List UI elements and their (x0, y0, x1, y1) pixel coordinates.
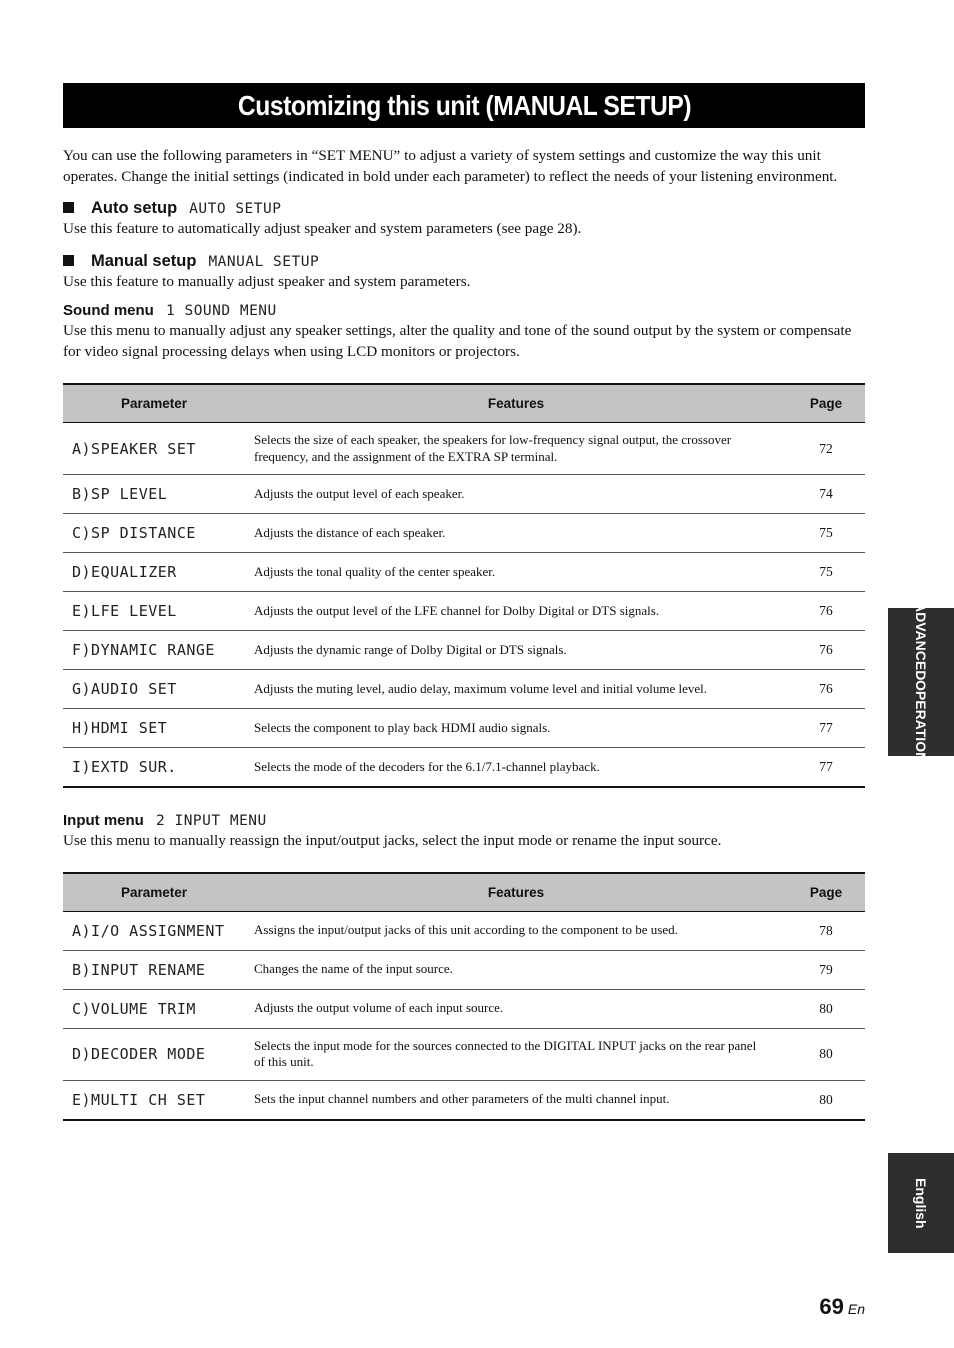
sound-menu-heading (63, 302, 865, 319)
page-cell: 76 (787, 592, 865, 631)
input-menu-table (63, 872, 865, 1121)
page-cell: 77 (787, 748, 865, 788)
intro-paragraph: You can use the following parameters in “SET MENU” to adjust a variety of system settings and customize the way this unit operates. Change the initial settings (indicated in bold under each parameter) to reflect the needs of your listening environment. (63, 147, 838, 185)
table-row (63, 1080, 865, 1120)
table-row (63, 748, 865, 788)
parameter-cell: A)I/O ASSIGNMENT (63, 911, 245, 950)
header-parameter: Parameter (63, 873, 245, 912)
page-cell: 78 (787, 911, 865, 950)
input-menu-lcd-label: 2 INPUT MENU (156, 813, 267, 829)
language-tab-label: English (913, 1177, 929, 1229)
page-lang-suffix: En (847, 1301, 865, 1317)
feature-cell: Adjusts the dynamic range of Dolby Digital or DTS signals. (245, 631, 787, 670)
input-menu-text: Use this menu to manually reassign the input/output jacks, select the input mode or rename the input source. (63, 832, 722, 849)
feature-cell: Adjusts the distance of each speaker. (245, 514, 787, 553)
manual-setup-heading (63, 252, 865, 271)
feature-cell: Adjusts the muting level, audio delay, maximum volume level and initial volume level. (245, 670, 787, 709)
auto-setup-title: Auto setup (91, 199, 178, 217)
page-title: Customizing this unit (MANUAL SETUP) (237, 89, 691, 121)
feature-cell: Selects the size of each speaker, the speakers for low-frequency signal output, the crossover frequency, and the assignment of the EXTRA SP terminal. (245, 423, 787, 475)
parameter-cell: D)DECODER MODE (63, 1028, 245, 1080)
header-features: Features (245, 384, 787, 423)
section-side-tab-text (888, 601, 954, 763)
page-cell: 75 (787, 553, 865, 592)
table-row (63, 989, 865, 1028)
parameter-cell: C)SP DISTANCE (63, 514, 245, 553)
header-features: Features (245, 873, 787, 912)
table-row (63, 423, 865, 475)
sound-menu-table (63, 383, 865, 788)
auto-setup-text: Use this feature to automatically adjust speaker and system parameters (see page 28). (63, 220, 582, 237)
header-parameter: Parameter (63, 384, 245, 423)
table-header-row (63, 873, 865, 912)
feature-cell: Adjusts the output volume of each input source. (245, 989, 787, 1028)
parameter-cell: H)HDMI SET (63, 709, 245, 748)
feature-cell: Changes the name of the input source. (245, 950, 787, 989)
section-tab-line1: ADVANCED (913, 601, 929, 681)
page-cell: 80 (787, 1080, 865, 1120)
table-row (63, 475, 865, 514)
parameter-cell: B)INPUT RENAME (63, 950, 245, 989)
input-menu-heading (63, 812, 865, 829)
parameter-cell: A)SPEAKER SET (63, 423, 245, 475)
table-row (63, 709, 865, 748)
auto-setup-lcd-label: AUTO SETUP (189, 201, 282, 217)
parameter-cell: D)EQUALIZER (63, 553, 245, 592)
main-content (63, 146, 865, 1121)
square-bullet-icon (63, 255, 74, 266)
section-tab-line2: OPERATION (913, 680, 929, 763)
table-row (63, 553, 865, 592)
page-cell: 76 (787, 670, 865, 709)
manual-setup-lcd-label: MANUAL SETUP (208, 253, 320, 270)
page-cell: 75 (787, 514, 865, 553)
page-number (819, 1294, 865, 1320)
language-side-tab (888, 1153, 954, 1253)
page-cell: 80 (787, 989, 865, 1028)
page-cell: 74 (787, 475, 865, 514)
feature-cell: Adjusts the output level of each speaker. (245, 475, 787, 514)
parameter-cell: I)EXTD SUR. (63, 748, 245, 788)
manual-setup-title: Manual setup (91, 251, 197, 270)
sound-menu-title: Sound menu (63, 302, 154, 319)
page-cell: 72 (787, 423, 865, 475)
page-cell: 77 (787, 709, 865, 748)
table-row (63, 911, 865, 950)
feature-cell: Selects the mode of the decoders for the 6.1/7.1-channel playback. (245, 748, 787, 788)
header-page: Page (787, 873, 865, 912)
parameter-cell: B)SP LEVEL (63, 475, 245, 514)
sound-menu-text: Use this menu to manually adjust any speaker settings, alter the quality and tone of the sound output by the system or compensate for video signal processing delays when using LCD monitors or projectors. (63, 322, 852, 360)
square-bullet-icon (63, 202, 74, 213)
parameter-cell: G)AUDIO SET (63, 670, 245, 709)
feature-cell: Selects the input mode for the sources connected to the DIGITAL INPUT jacks on the rear panel of this unit. (245, 1028, 787, 1080)
sound-menu-lcd-label: 1 SOUND MENU (166, 303, 277, 319)
table-row (63, 631, 865, 670)
table-row (63, 592, 865, 631)
manual-setup-text: Use this feature to manually adjust speaker and system parameters. (63, 272, 471, 290)
page-number-value: 69 (819, 1294, 844, 1319)
table-row (63, 514, 865, 553)
header-page: Page (787, 384, 865, 423)
parameter-cell: E)MULTI CH SET (63, 1080, 245, 1120)
table-row (63, 1028, 865, 1080)
page-cell: 79 (787, 950, 865, 989)
language-side-tab-text (888, 1153, 954, 1253)
parameter-cell: F)DYNAMIC RANGE (63, 631, 245, 670)
feature-cell: Assigns the input/output jacks of this unit according to the component to be used. (245, 911, 787, 950)
feature-cell: Sets the input channel numbers and other parameters of the multi channel input. (245, 1080, 787, 1120)
input-menu-title: Input menu (63, 812, 144, 829)
table-row (63, 670, 865, 709)
table-row (63, 950, 865, 989)
parameter-cell: E)LFE LEVEL (63, 592, 245, 631)
feature-cell: Adjusts the output level of the LFE channel for Dolby Digital or DTS signals. (245, 592, 787, 631)
page-cell: 80 (787, 1028, 865, 1080)
page-cell: 76 (787, 631, 865, 670)
feature-cell: Selects the component to play back HDMI audio signals. (245, 709, 787, 748)
auto-setup-heading (63, 199, 865, 218)
page-title-bar (63, 83, 865, 128)
section-side-tab (888, 601, 954, 763)
parameter-cell: C)VOLUME TRIM (63, 989, 245, 1028)
feature-cell: Adjusts the tonal quality of the center speaker. (245, 553, 787, 592)
table-header-row (63, 384, 865, 423)
